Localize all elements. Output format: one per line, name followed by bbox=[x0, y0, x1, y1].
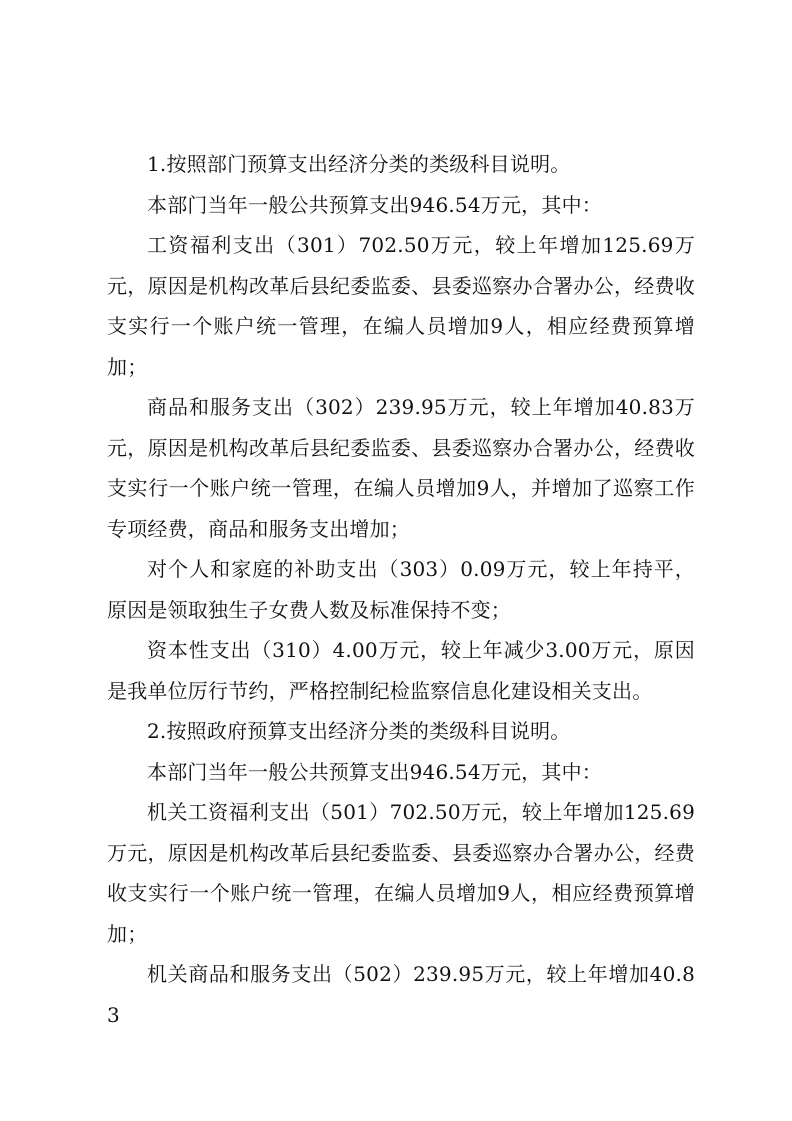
paragraph-agency-salary-welfare: 机关工资福利支出（501）702.50万元，较上年增加125.69万元，原因是机构改革后县纪委监委、县委巡察办合署办公，经费收支实行一个账户统一管理，在编人员增加9人，相应经费预算增加； bbox=[107, 800, 695, 946]
paragraph-agency-goods-services: 机关商品和服务支出（502）239.95万元，较上年增加40.83 bbox=[107, 962, 695, 1027]
paragraph-household-subsidy: 对个人和家庭的补助支出（303）0.09万元，较上年持平，原因是领取独生子女费人数及标准保持不变； bbox=[107, 557, 695, 622]
paragraph-goods-services: 商品和服务支出（302）239.95万元，较上年增加40.83万元，原因是机构改革后县纪委监委、县委巡察办合署办公，经费收支实行一个账户统一管理，在编人员增加9人，并增加了巡察工作专项经费，商品和服务支出增加； bbox=[107, 395, 695, 541]
heading-section-1: 1.按照部门预算支出经济分类的类级科目说明。 bbox=[147, 152, 571, 176]
paragraph-capital-expenditure: 资本性支出（310）4.00万元，较上年减少3.00万元，原因是我单位厉行节约，严格控制纪检监察信息化建设相关支出。 bbox=[107, 638, 695, 703]
paragraph-salary-welfare: 工资福利支出（301）702.50万元，较上年增加125.69万元，原因是机构改革后县纪委监委、县委巡察办合署办公，经费收支实行一个账户统一管理，在编人员增加9人，相应经费预算增加； bbox=[107, 233, 695, 379]
heading-section-2: 2.按照政府预算支出经济分类的类级科目说明。 bbox=[147, 719, 571, 743]
paragraph-total-expenditure-2: 本部门当年一般公共预算支出946.54万元，其中： bbox=[147, 759, 602, 784]
document-page bbox=[107, 144, 695, 1035]
paragraph-total-expenditure: 本部门当年一般公共预算支出946.54万元，其中： bbox=[147, 192, 602, 217]
